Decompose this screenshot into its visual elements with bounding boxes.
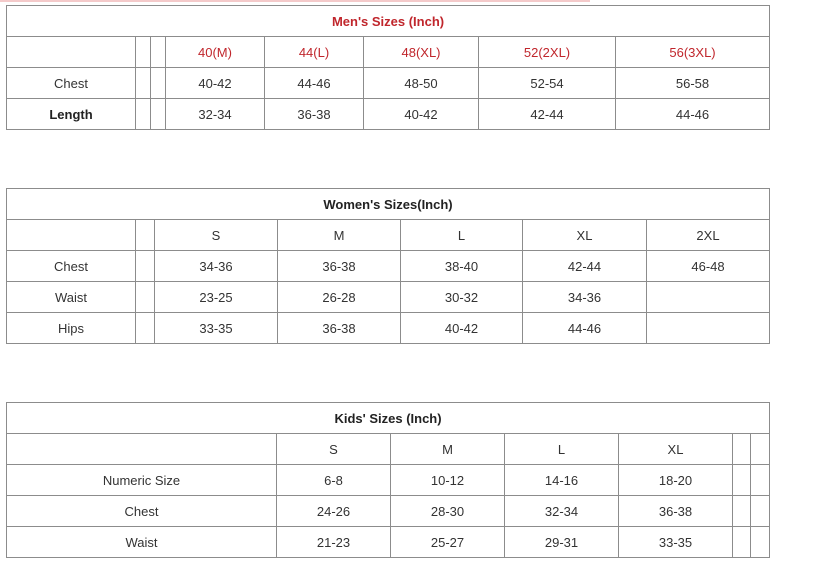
value-cell: 48-50 [364, 68, 479, 99]
value-cell: 40-42 [166, 68, 265, 99]
spacer-cell [733, 496, 751, 527]
row-label: Waist [7, 527, 277, 558]
size-header: 44(L) [265, 37, 364, 68]
value-cell: 42-44 [523, 251, 647, 282]
value-cell: 30-32 [401, 282, 523, 313]
value-cell: 32-34 [505, 496, 619, 527]
mens-size-table [6, 5, 770, 130]
value-cell: 52-54 [479, 68, 616, 99]
size-header: 56(3XL) [616, 37, 770, 68]
mens-table-title: Men's Sizes (Inch) [7, 6, 770, 37]
size-header: L [401, 220, 523, 251]
spacer-cell [733, 465, 751, 496]
table-row [7, 99, 770, 130]
value-cell: 25-27 [391, 527, 505, 558]
spacer-cell [136, 313, 155, 344]
value-cell: 6-8 [277, 465, 391, 496]
spacer-cell [751, 465, 770, 496]
value-cell: 32-34 [166, 99, 265, 130]
spacer-cell [151, 68, 166, 99]
value-cell [647, 313, 770, 344]
empty-cell [7, 434, 277, 465]
table-row [7, 251, 770, 282]
top-divider [0, 0, 590, 2]
table-row [7, 465, 770, 496]
value-cell: 56-58 [616, 68, 770, 99]
row-label: Hips [7, 313, 136, 344]
spacer-cell [751, 434, 770, 465]
size-header: XL [523, 220, 647, 251]
womens-size-table [6, 188, 770, 344]
spacer-cell [136, 251, 155, 282]
spacer-cell [136, 220, 155, 251]
value-cell: 26-28 [278, 282, 401, 313]
value-cell: 34-36 [155, 251, 278, 282]
value-cell: 40-42 [364, 99, 479, 130]
value-cell: 33-35 [155, 313, 278, 344]
value-cell [647, 282, 770, 313]
spacer-cell [136, 99, 151, 130]
value-cell: 21-23 [277, 527, 391, 558]
value-cell: 10-12 [391, 465, 505, 496]
value-cell: 29-31 [505, 527, 619, 558]
value-cell: 44-46 [616, 99, 770, 130]
value-cell: 36-38 [278, 313, 401, 344]
size-header: 40(M) [166, 37, 265, 68]
value-cell: 14-16 [505, 465, 619, 496]
value-cell: 44-46 [265, 68, 364, 99]
value-cell: 23-25 [155, 282, 278, 313]
value-cell: 46-48 [647, 251, 770, 282]
spacer-cell [136, 37, 151, 68]
table-row [7, 527, 770, 558]
table-row [7, 282, 770, 313]
size-header: 48(XL) [364, 37, 479, 68]
spacer-cell [751, 527, 770, 558]
value-cell: 44-46 [523, 313, 647, 344]
row-label: Length [7, 99, 136, 130]
value-cell: 33-35 [619, 527, 733, 558]
womens-header-row [7, 220, 770, 251]
value-cell: 38-40 [401, 251, 523, 282]
value-cell: 36-38 [619, 496, 733, 527]
spacer-cell [136, 68, 151, 99]
spacer-cell [136, 282, 155, 313]
size-header: M [391, 434, 505, 465]
kids-header-row [7, 434, 770, 465]
mens-header-row [7, 37, 770, 68]
spacer-cell [151, 99, 166, 130]
table-row [7, 496, 770, 527]
table-row [7, 68, 770, 99]
row-label: Chest [7, 496, 277, 527]
value-cell: 40-42 [401, 313, 523, 344]
value-cell: 24-26 [277, 496, 391, 527]
kids-table-title: Kids' Sizes (Inch) [7, 403, 770, 434]
empty-cell [7, 37, 136, 68]
value-cell: 28-30 [391, 496, 505, 527]
size-header: L [505, 434, 619, 465]
value-cell: 18-20 [619, 465, 733, 496]
row-label: Waist [7, 282, 136, 313]
table-row [7, 313, 770, 344]
value-cell: 36-38 [278, 251, 401, 282]
spacer-cell [151, 37, 166, 68]
row-label: Chest [7, 68, 136, 99]
size-header: 2XL [647, 220, 770, 251]
size-header: S [155, 220, 278, 251]
womens-table-title: Women's Sizes(Inch) [7, 189, 770, 220]
spacer-cell [733, 434, 751, 465]
empty-cell [7, 220, 136, 251]
kids-size-table [6, 402, 770, 558]
spacer-cell [751, 496, 770, 527]
spacer-cell [733, 527, 751, 558]
size-header: 52(2XL) [479, 37, 616, 68]
value-cell: 42-44 [479, 99, 616, 130]
value-cell: 36-38 [265, 99, 364, 130]
size-header: M [278, 220, 401, 251]
row-label: Numeric Size [7, 465, 277, 496]
value-cell: 34-36 [523, 282, 647, 313]
size-header: S [277, 434, 391, 465]
row-label: Chest [7, 251, 136, 282]
size-header: XL [619, 434, 733, 465]
